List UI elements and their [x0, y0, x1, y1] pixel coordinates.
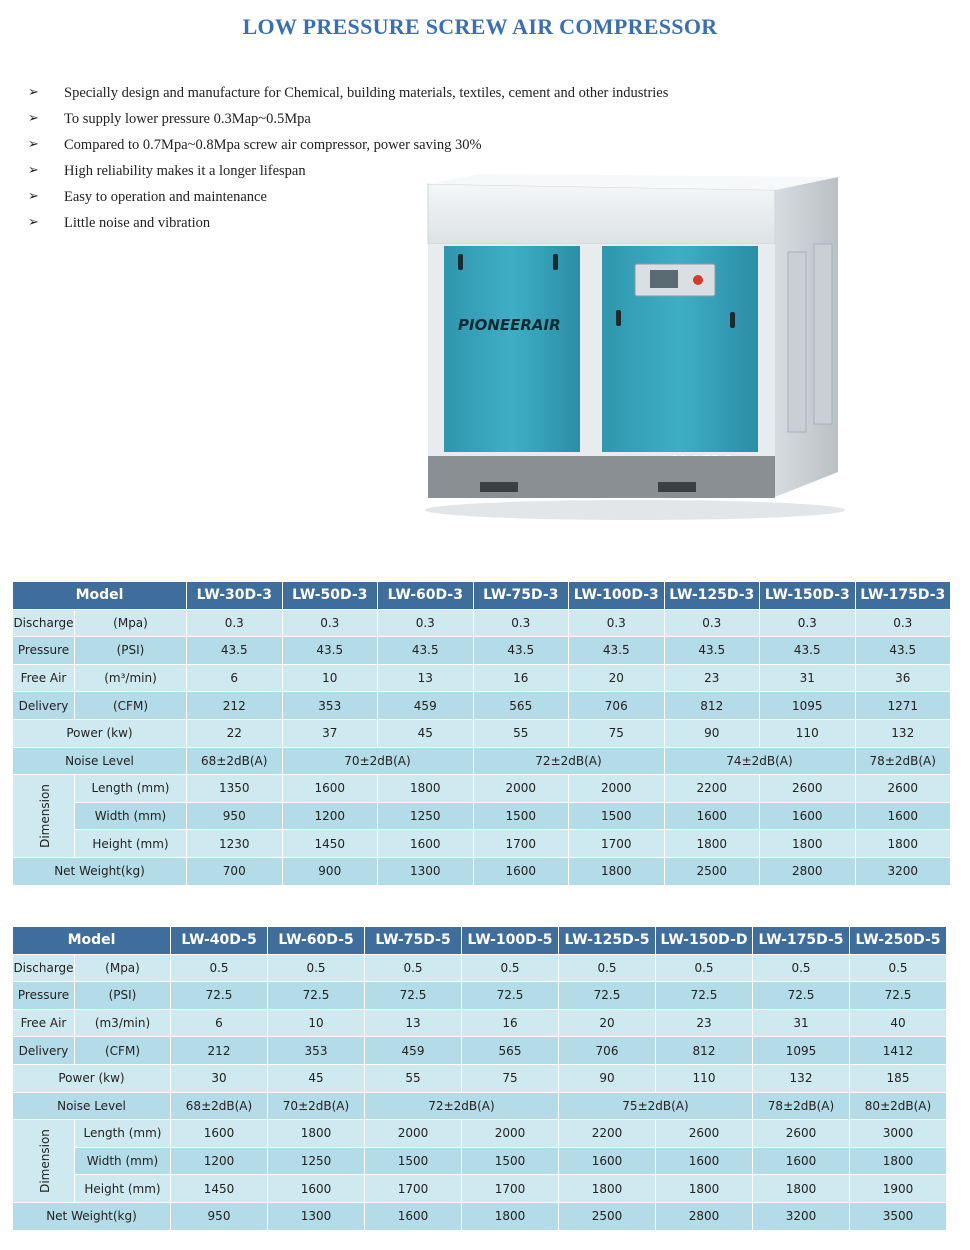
table-cell: 353	[268, 1037, 365, 1065]
table-cell: 55	[365, 1064, 462, 1092]
dimension-label-cell	[13, 775, 75, 858]
page-title: LOW PRESSURE SCREW AIR COMPRESSOR	[242, 14, 718, 39]
table-cell: 459	[365, 1037, 462, 1065]
list-item: ➢ Compared to 0.7Mpa~0.8Mpa screw air compressor, power saving 30%	[28, 132, 668, 158]
table-cell: 40	[850, 1009, 947, 1037]
table-cell: 1800	[569, 857, 665, 885]
table-cell: 78±2dB(A)	[855, 747, 951, 775]
table-cell: 1500	[365, 1147, 462, 1175]
table-cell: 700	[187, 857, 283, 885]
header-model-name: LW-30D-3	[187, 582, 283, 610]
table-cell: 1600	[760, 802, 856, 830]
table-cell: 1095	[753, 1037, 850, 1065]
row-label: Pressure	[13, 982, 75, 1010]
list-item: ➢ High reliability makes it a longer lifespan	[28, 158, 668, 184]
table-cell: 72±2dB(A)	[365, 1092, 559, 1120]
table-cell: 78±2dB(A)	[753, 1092, 850, 1120]
row-label: Free Air	[13, 664, 75, 692]
row-label: Width (mm)	[75, 802, 187, 830]
table-cell: 1600	[559, 1147, 656, 1175]
header-model-name: LW-75D-3	[473, 582, 569, 610]
table-cell: 2000	[569, 775, 665, 803]
table-cell: 43.5	[664, 637, 760, 665]
arrowhead-bullet-icon: ➢	[28, 163, 39, 178]
header-model-name: LW-125D-5	[559, 927, 656, 955]
row-label: Discharge	[13, 609, 75, 637]
table-cell: 0.3	[760, 609, 856, 637]
table-cell: 1200	[282, 802, 378, 830]
header-model-name: LW-150D-D	[656, 927, 753, 955]
table-cell: 6	[171, 1009, 268, 1037]
table-cell: 2600	[855, 775, 951, 803]
table-cell: 72.5	[268, 982, 365, 1010]
header-model-name: LW-60D-5	[268, 927, 365, 955]
table-cell: 1700	[473, 830, 569, 858]
table-cell: 75±2dB(A)	[559, 1092, 753, 1120]
arrowhead-bullet-icon: ➢	[28, 215, 39, 230]
table-cell: 812	[664, 692, 760, 720]
table-cell: 2200	[664, 775, 760, 803]
table-cell: 72.5	[753, 982, 850, 1010]
table-cell: 0.5	[268, 954, 365, 982]
table-cell: 185	[850, 1064, 947, 1092]
table-cell: 45	[268, 1064, 365, 1092]
list-item: ➢ Specially design and manufacture for Chemical, building materials, textiles, cement and other industries	[28, 80, 668, 106]
table-cell: 212	[171, 1037, 268, 1065]
table-cell: 80±2dB(A)	[850, 1092, 947, 1120]
table-cell: 0.3	[664, 609, 760, 637]
table-cell: 13	[365, 1009, 462, 1037]
table-cell: 132	[855, 719, 951, 747]
table-cell: 0.5	[365, 954, 462, 982]
brand-logo: PIONEERAIR	[458, 316, 561, 334]
table-cell: 1600	[365, 1202, 462, 1230]
table-cell: 1800	[656, 1175, 753, 1203]
table-cell: 1230	[187, 830, 283, 858]
table-cell: 68±2dB(A)	[187, 747, 283, 775]
table-cell: 1800	[462, 1202, 559, 1230]
table-cell: 2000	[365, 1120, 462, 1148]
table-cell: 0.5	[462, 954, 559, 982]
table-cell: 0.3	[187, 609, 283, 637]
table-cell: 3500	[850, 1202, 947, 1230]
dimension-label: Dimension	[37, 784, 52, 848]
table-cell: 2800	[760, 857, 856, 885]
row-label: Delivery	[13, 692, 75, 720]
table-cell: 1300	[268, 1202, 365, 1230]
table-cell: 565	[462, 1037, 559, 1065]
table-cell: 70±2dB(A)	[268, 1092, 365, 1120]
table-cell: 43.5	[473, 637, 569, 665]
table-cell: 0.5	[559, 954, 656, 982]
unit-label: (Mpa)	[75, 954, 171, 982]
table-cell: 16	[473, 664, 569, 692]
table-cell: 1800	[753, 1175, 850, 1203]
arrowhead-bullet-icon: ➢	[28, 85, 39, 100]
table-cell: 45	[378, 719, 474, 747]
row-label: Delivery	[13, 1037, 75, 1065]
table-cell: 1500	[473, 802, 569, 830]
header-model-name: LW-75D-5	[365, 927, 462, 955]
table-cell: 72.5	[559, 982, 656, 1010]
table-cell: 20	[569, 664, 665, 692]
row-label: Net Weight(kg)	[13, 1202, 171, 1230]
table-cell: 70±2dB(A)	[282, 747, 473, 775]
table-cell: 2500	[559, 1202, 656, 1230]
arrowhead-bullet-icon: ➢	[28, 111, 39, 126]
header-model-name: LW-40D-5	[171, 927, 268, 955]
table-cell: 43.5	[569, 637, 665, 665]
table-cell: 1300	[378, 857, 474, 885]
table-cell: 31	[760, 664, 856, 692]
table-cell: 22	[187, 719, 283, 747]
table-cell: 6	[187, 664, 283, 692]
table-cell: 0.3	[282, 609, 378, 637]
compressor-product-image	[420, 172, 850, 522]
table-cell: 812	[656, 1037, 753, 1065]
table-cell: 1450	[171, 1175, 268, 1203]
table-cell: 1900	[850, 1175, 947, 1203]
table-cell: 706	[569, 692, 665, 720]
list-item: ➢ To supply lower pressure 0.3Map~0.5Mpa	[28, 106, 668, 132]
table-cell: 1600	[473, 857, 569, 885]
table-cell: 110	[760, 719, 856, 747]
table-cell: 1250	[378, 802, 474, 830]
table-cell: 1600	[656, 1147, 753, 1175]
table-cell: 10	[268, 1009, 365, 1037]
row-label: Height (mm)	[75, 830, 187, 858]
header-model-name: LW-50D-3	[282, 582, 378, 610]
table-cell: 43.5	[187, 637, 283, 665]
row-label: Length (mm)	[75, 1120, 171, 1148]
table-cell: 2000	[462, 1120, 559, 1148]
header-model-name: LW-60D-3	[378, 582, 474, 610]
header-model-name: LW-175D-5	[753, 927, 850, 955]
table-cell: 900	[282, 857, 378, 885]
dimension-label-cell	[13, 1120, 75, 1203]
header-model-name: LW-100D-5	[462, 927, 559, 955]
table-cell: 55	[473, 719, 569, 747]
table-cell: 1500	[462, 1147, 559, 1175]
table-cell: 1095	[760, 692, 856, 720]
arrowhead-bullet-icon: ➢	[28, 189, 39, 204]
table-cell: 30	[171, 1064, 268, 1092]
table-cell: 1412	[850, 1037, 947, 1065]
table-cell: 72.5	[171, 982, 268, 1010]
header-model-name: LW-175D-3	[855, 582, 951, 610]
header-model: Model	[13, 927, 171, 955]
table-cell: 2800	[656, 1202, 753, 1230]
table-cell: 1200	[171, 1147, 268, 1175]
header-model-name: LW-150D-3	[760, 582, 856, 610]
table-cell: 0.5	[171, 954, 268, 982]
row-label: Length (mm)	[75, 775, 187, 803]
table-cell: 1800	[378, 775, 474, 803]
table-cell: 43.5	[760, 637, 856, 665]
table-cell: 43.5	[855, 637, 951, 665]
row-label: Noise Level	[13, 747, 187, 775]
table-cell: 23	[664, 664, 760, 692]
table-cell: 2500	[664, 857, 760, 885]
table-cell: 565	[473, 692, 569, 720]
table-cell: 2600	[753, 1120, 850, 1148]
table-cell: 90	[559, 1064, 656, 1092]
unit-label: (PSI)	[75, 982, 171, 1010]
table-cell: 1700	[462, 1175, 559, 1203]
table-cell: 68±2dB(A)	[171, 1092, 268, 1120]
header-model-name: LW-125D-3	[664, 582, 760, 610]
list-item: ➢ Easy to operation and maintenance	[28, 184, 668, 210]
table-cell: 950	[187, 802, 283, 830]
table-cell: 3000	[850, 1120, 947, 1148]
table-cell: 1600	[282, 775, 378, 803]
table-cell: 1600	[753, 1147, 850, 1175]
table-cell: 23	[656, 1009, 753, 1037]
header-model-name: LW-100D-3	[569, 582, 665, 610]
table-cell: 90	[664, 719, 760, 747]
table-cell: 1800	[850, 1147, 947, 1175]
table-cell: 1800	[268, 1120, 365, 1148]
table-cell: 72±2dB(A)	[473, 747, 664, 775]
table-cell: 75	[462, 1064, 559, 1092]
arrowhead-bullet-icon: ➢	[28, 137, 39, 152]
table-cell: 132	[753, 1064, 850, 1092]
table-cell: 0.3	[378, 609, 474, 637]
table-cell: 1271	[855, 692, 951, 720]
table-cell: 950	[171, 1202, 268, 1230]
unit-label: (CFM)	[75, 1037, 171, 1065]
table-cell: 0.5	[850, 954, 947, 982]
dimension-label: Dimension	[37, 1129, 52, 1193]
table-cell: 110	[656, 1064, 753, 1092]
table-cell: 1800	[559, 1175, 656, 1203]
table-cell: 20	[559, 1009, 656, 1037]
table-cell: 2600	[656, 1120, 753, 1148]
table-cell: 1500	[569, 802, 665, 830]
row-label: Power (kw)	[13, 1064, 171, 1092]
table-cell: 75	[569, 719, 665, 747]
table-cell: 3200	[753, 1202, 850, 1230]
table-cell: 31	[753, 1009, 850, 1037]
row-label: Noise Level	[13, 1092, 171, 1120]
table-cell: 13	[378, 664, 474, 692]
table-cell: 72.5	[462, 982, 559, 1010]
spec-table-03mpa	[12, 581, 951, 886]
table-cell: 212	[187, 692, 283, 720]
unit-label: (CFM)	[75, 692, 187, 720]
row-label: Pressure	[13, 637, 75, 665]
unit-label: (PSI)	[75, 637, 187, 665]
table-cell: 459	[378, 692, 474, 720]
table-cell: 43.5	[282, 637, 378, 665]
table-cell: 1800	[664, 830, 760, 858]
row-label: Width (mm)	[75, 1147, 171, 1175]
table-cell: 0.3	[569, 609, 665, 637]
table-cell: 1600	[855, 802, 951, 830]
row-label: Power (kw)	[13, 719, 187, 747]
unit-label: (m3/min)	[75, 1009, 171, 1037]
table-cell: 2600	[760, 775, 856, 803]
unit-label: (Mpa)	[75, 609, 187, 637]
row-label: Net Weight(kg)	[13, 857, 187, 885]
table-cell: 37	[282, 719, 378, 747]
table-cell: 1600	[171, 1120, 268, 1148]
table-cell: 1600	[268, 1175, 365, 1203]
table-cell: 1700	[365, 1175, 462, 1203]
table-cell: 0.3	[473, 609, 569, 637]
table-cell: 74±2dB(A)	[664, 747, 855, 775]
header-model: Model	[13, 582, 187, 610]
table-cell: 1800	[855, 830, 951, 858]
table-cell: 1350	[187, 775, 283, 803]
table-cell: 2200	[559, 1120, 656, 1148]
row-label: Height (mm)	[75, 1175, 171, 1203]
table-cell: 1700	[569, 830, 665, 858]
table-cell: 1450	[282, 830, 378, 858]
table-cell: 0.5	[753, 954, 850, 982]
row-label: Discharge	[13, 954, 75, 982]
unit-label: (m³/min)	[75, 664, 187, 692]
table-cell: 72.5	[365, 982, 462, 1010]
table-cell: 1600	[378, 830, 474, 858]
table-cell: 43.5	[378, 637, 474, 665]
table-cell: 0.3	[855, 609, 951, 637]
row-label: Free Air	[13, 1009, 75, 1037]
header-model-name: LW-250D-5	[850, 927, 947, 955]
table-cell: 16	[462, 1009, 559, 1037]
spec-table-05mpa	[12, 926, 947, 1231]
table-cell: 72.5	[850, 982, 947, 1010]
table-cell: 2000	[473, 775, 569, 803]
table-cell: 0.5	[656, 954, 753, 982]
table-cell: 353	[282, 692, 378, 720]
table-cell: 1800	[760, 830, 856, 858]
table-cell: 1250	[268, 1147, 365, 1175]
table-cell: 10	[282, 664, 378, 692]
table-cell: 36	[855, 664, 951, 692]
list-item: ➢ Little noise and vibration	[28, 210, 668, 236]
table-cell: 1600	[664, 802, 760, 830]
table-cell: 3200	[855, 857, 951, 885]
table-cell: 72.5	[656, 982, 753, 1010]
table-cell: 706	[559, 1037, 656, 1065]
